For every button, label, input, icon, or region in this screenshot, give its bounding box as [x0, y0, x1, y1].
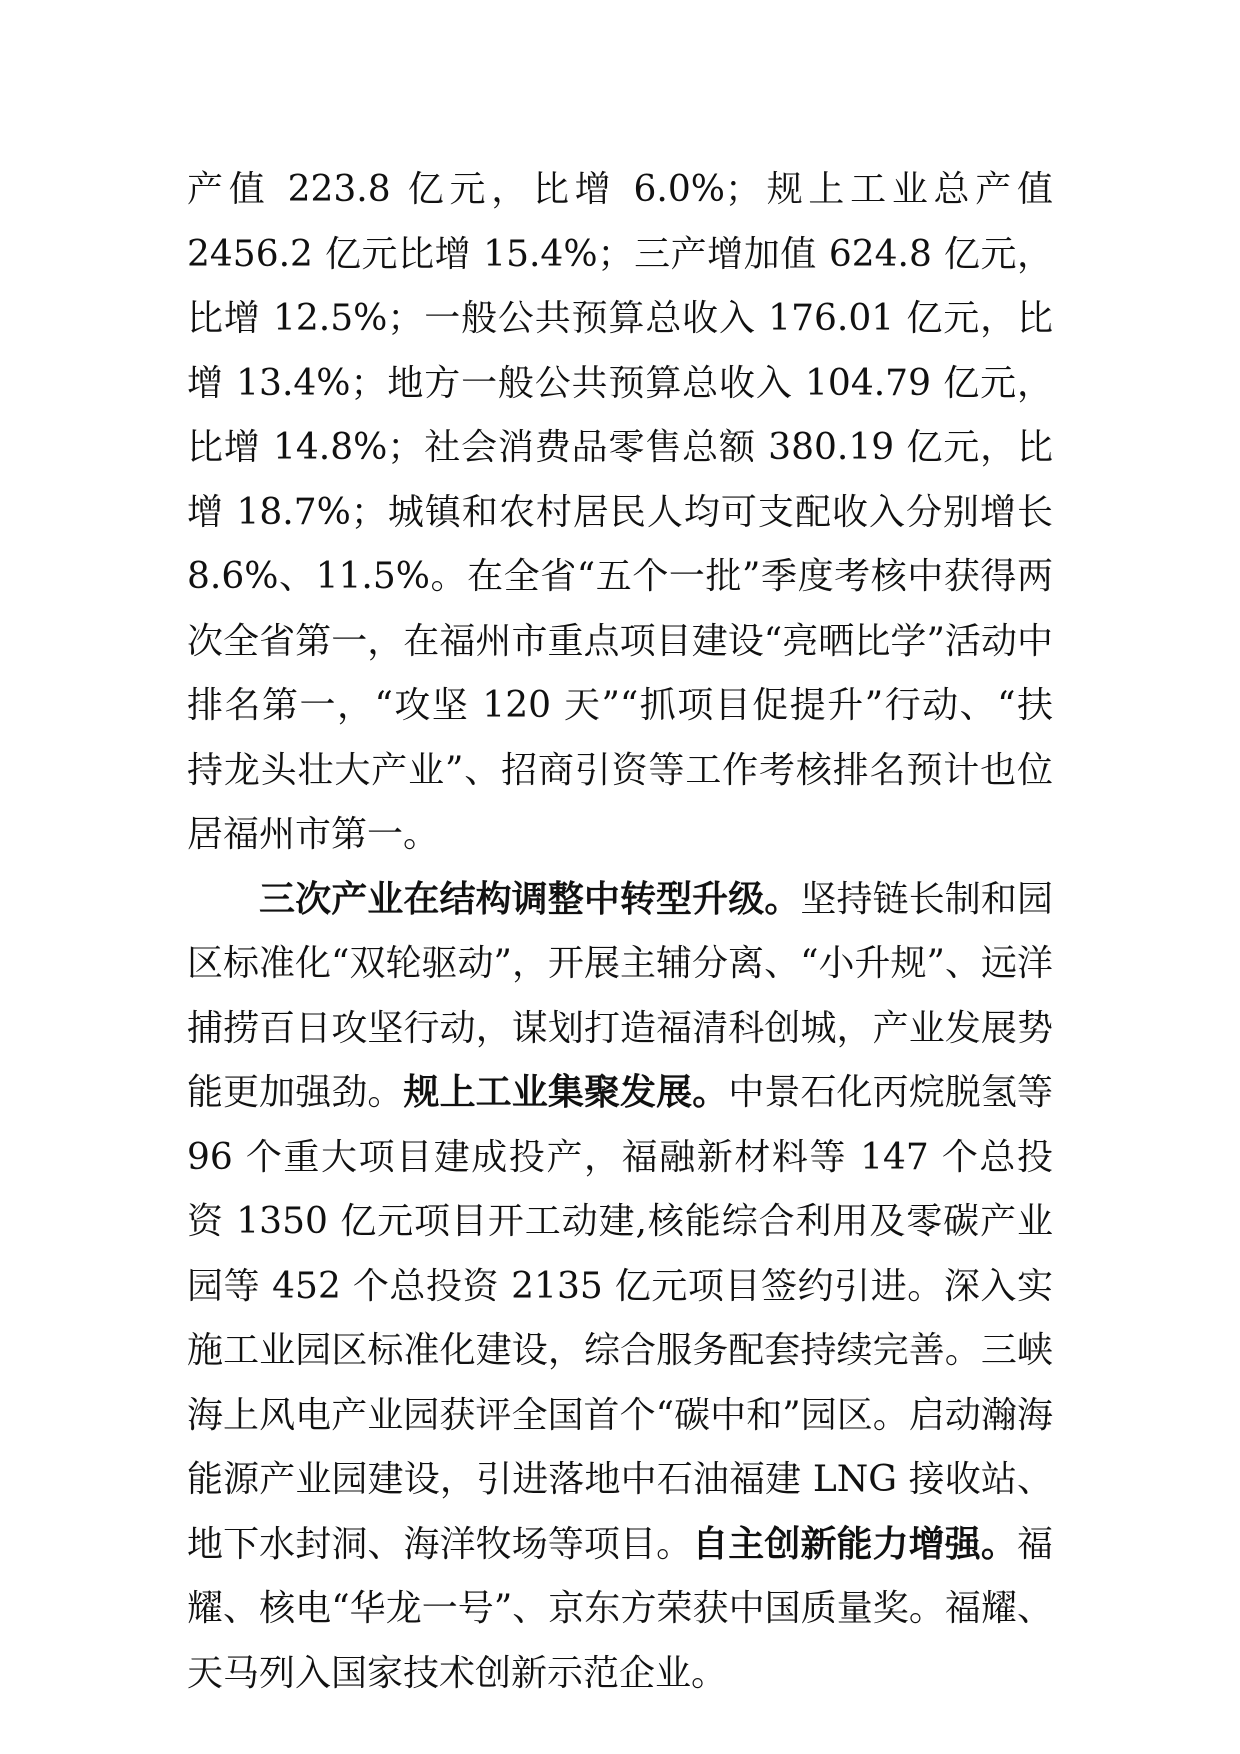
section-heading-innovation: 自主创新能力增强。 [692, 1523, 1017, 1565]
document-page [187, 158, 1053, 1706]
body-text: 坚持链长制和园区标准化“双轮驱动”，开展主辅分离、“小升规”、远洋捕捞百日攻坚行动，谋划打造福清科创城，产业发展势能更加强劲。 [187, 878, 1053, 1113]
section-heading-industrial-cluster: 规上工业集聚发展。 [403, 1072, 729, 1113]
paragraph-industry-upgrade [187, 868, 1053, 1707]
section-heading-industry-transformation: 三次产业在结构调整中转型升级。 [259, 878, 801, 920]
paragraph-economic-indicators [187, 158, 1053, 868]
body-text: 福耀、核电“华龙一号”、京东方荣获中国质量奖。福耀、天马列入国家技术创新示范企业。 [187, 1523, 1053, 1694]
body-text: 产值 223.8 亿元，比增 6.0%；规上工业总产值 2456.2 亿元比增 15.4%；三产增加值 624.8 亿元，比增 12.5%；一般公共预算总收入 176.01 亿元，比增 13.4%；地方一般公共预算总收入 104.79 亿元，比增 14.8%；社会消费品零售总额 380.19 亿元，比增 18.7%；城镇和农村居民人均可支配收入分别增长 8.6%、11.5%。在全省“五个一批”季度考核中获得两次全省第一，在福州市重点项目建设“亮晒比学”活动中排名第一，“攻坚 120 天”“抓项目促提升”行动、“扶持龙头壮大产业”、招商引资等工作考核排名预计也位居福州市第一。 [187, 169, 1053, 855]
body-text: 中景石化丙烷脱氢等 96 个重大项目建成投产，福融新材料等 147 个总投资 1350 亿元项目开工动建,核能综合利用及零碳产业园等 452 个总投资 2135 亿元项目签约引进。深入实施工业园区标准化建设，综合服务配套持续完善。三峡海上风电产业园获评全国首个“碳中和”园区。启动瀚海能源产业园建设，引进落地中石油福建 LNG 接收站、地下水封洞、海洋牧场等项目。 [187, 1072, 1053, 1565]
